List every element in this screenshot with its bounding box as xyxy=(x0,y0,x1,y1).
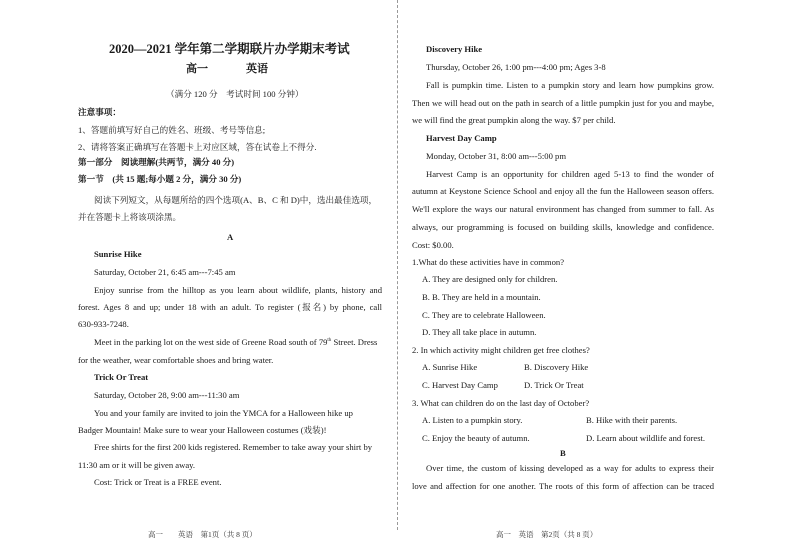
discovery-hike-line-3: we will find the great pumpkin along the way. $7 per child. xyxy=(412,115,616,125)
harvest-camp-time: Monday, October 31, 8:00 am---5:00 pm xyxy=(426,151,567,161)
passage-b-line-2: love and affection for one another. The roots of this form of affection can be traced xyxy=(412,481,714,491)
question-3-option-d: D. Learn about wildlife and forest. xyxy=(586,433,706,443)
question-1-option-c: C. They are to celebrate Halloween. xyxy=(422,310,546,320)
passage-a-label: A xyxy=(227,232,234,242)
left-page-footer: 高一 英语 第1页（共 8 页） xyxy=(148,530,257,539)
question-1-option-a: A. They are designed only for children. xyxy=(422,274,558,284)
meet-text-b: Street. Dress xyxy=(331,337,378,347)
question-1-option-d: D. They all take place in autumn. xyxy=(422,327,537,337)
discovery-hike-time: Thursday, October 26, 1:00 pm---4:00 pm; Ages 3-8 xyxy=(426,62,606,72)
discovery-hike-line-2: Then we will head out on the path in search of a little pumpkin just for you and maybe, xyxy=(412,98,714,108)
score-info: （满分 120 分 考试时间 100 分钟） xyxy=(166,89,304,99)
exam-title: 2020—2021 学年第二学期联片办学期末考试 xyxy=(109,42,350,56)
section-1-heading: 第一节 (共 15 题;每小题 2 分，满分 30 分) xyxy=(78,174,242,184)
question-2-option-c: C. Harvest Day Camp xyxy=(422,380,498,390)
question-1-option-b: B. B. They are held in a mountain. xyxy=(422,292,541,302)
sunrise-hike-title: Sunrise Hike xyxy=(94,249,142,259)
page-divider xyxy=(397,0,399,530)
question-3-option-b: B. Hike with their parents. xyxy=(586,415,678,425)
question-3-option-a: A. Listen to a pumpkin story. xyxy=(422,415,523,425)
part-1-heading: 第一部分 阅读理解(共两节，满分 40 分) xyxy=(78,157,235,167)
harvest-camp-line-4: always, our programming is focused on building skills, knowledge and confidence. xyxy=(412,222,714,232)
discovery-hike-title: Discovery Hike xyxy=(426,44,483,54)
trick-or-treat-title: Trick Or Treat xyxy=(94,372,149,382)
harvest-camp-title: Harvest Day Camp xyxy=(426,133,497,143)
trick-or-treat-line-3: Free shirts for the first 200 kids registered. Remember to take away your shirt by xyxy=(94,442,373,452)
right-page-footer: 高一 英语 第2页（共 8 页） xyxy=(496,530,598,539)
sunrise-hike-meet-line-2: for the weather, wear comfortable shoes and bring water. xyxy=(78,355,274,365)
instruction-line-2: 并在答题卡上将该项涂黑。 xyxy=(78,212,182,222)
passage-b-label: B xyxy=(560,448,566,458)
trick-or-treat-line-1: You and your family are invited to join the YMCA for a Halloween hike up xyxy=(94,408,353,418)
question-2: 2. In which activity might children get free clothes? xyxy=(412,345,590,355)
notice-2: 2、请将答案正确填写在答题卡上对应区域，答在试卷上不得分. xyxy=(78,142,317,152)
sunrise-hike-line-3: 630-933-7248. xyxy=(78,319,129,329)
question-2-option-a: A. Sunrise Hike xyxy=(422,362,478,372)
notice-heading: 注意事项： xyxy=(78,107,121,117)
trick-or-treat-time: Saturday, October 28, 9:00 am---11:30 am xyxy=(94,390,240,400)
question-3: 3. What can children do on the last day of October? xyxy=(412,398,590,408)
question-3-option-c: C. Enjoy the beauty of autumn. xyxy=(422,433,530,443)
sunrise-hike-meet-line-1 xyxy=(94,337,377,348)
passage-b-line-1: Over time, the custom of kissing developed as a way for adults to express their xyxy=(426,463,714,473)
sunrise-hike-time: Saturday, October 21, 6:45 am---7:45 am xyxy=(94,267,236,277)
subtitle-grade: 高一 xyxy=(186,63,208,75)
notice-1: 1、答题前填写好自己的姓名、班级、考号等信息; xyxy=(78,125,266,135)
sunrise-hike-line-2: forest. Ages 8 and up; under 18 with an adult. To register (报名) by phone, call xyxy=(78,302,382,312)
sunrise-hike-line-1: Enjoy sunrise from the hilltop as you learn about wildlife, plants, history and xyxy=(94,285,382,295)
meet-ordinal: th xyxy=(327,338,332,344)
harvest-camp-line-1: Harvest Camp is an opportunity for children aged 5-13 to find the wonder of xyxy=(426,169,714,179)
question-1: 1.What do these activities have in common? xyxy=(412,257,565,267)
meet-text-a: Meet in the parking lot on the west side of Greene Road south of 79 xyxy=(94,337,328,347)
subtitle-subject: 英语 xyxy=(246,63,268,75)
discovery-hike-line-1: Fall is pumpkin time. Listen to a pumpkin story and learn how pumpkins grow. xyxy=(426,80,714,90)
harvest-camp-cost: Cost: $0.00. xyxy=(412,240,454,250)
harvest-camp-line-3: We'll explore the ways our natural environment has changed from summer to fall. As xyxy=(412,204,714,214)
trick-or-treat-line-4: 11:30 am or it will be given away. xyxy=(78,460,196,470)
trick-or-treat-line-2: Badger Mountain! Make sure to wear your Halloween costumes (戏装)! xyxy=(78,425,327,435)
trick-or-treat-cost: Cost: Trick or Treat is a FREE event. xyxy=(94,477,222,487)
question-2-option-b: B. Discovery Hike xyxy=(524,362,589,372)
harvest-camp-line-2: autumn at Keystone Science School and enjoy all the fun the Halloween season offers. xyxy=(412,186,714,196)
question-2-option-d: D. Trick Or Treat xyxy=(524,380,584,390)
instruction-line-1: 阅读下列短文，从每题所给的四个选项(A、B、C 和 D)中，选出最佳选项， xyxy=(94,195,378,205)
